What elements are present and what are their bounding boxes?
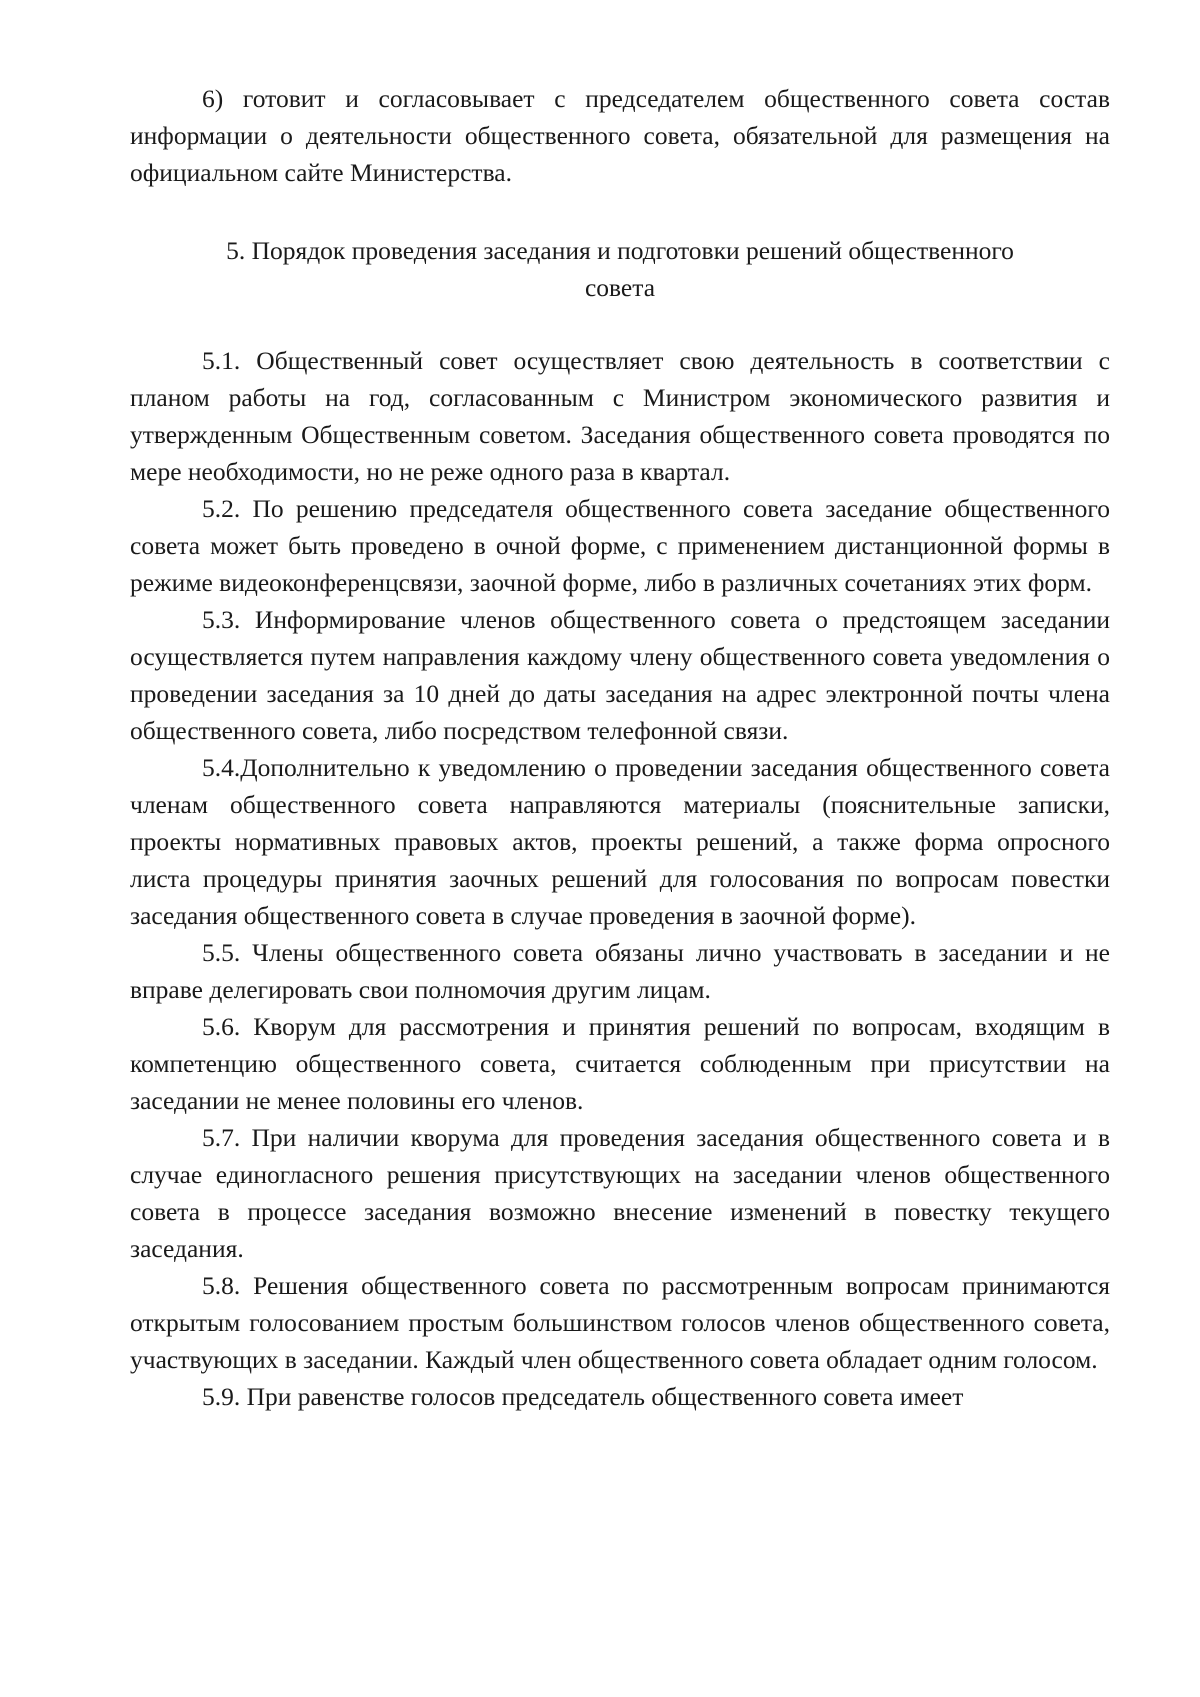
paragraph-5-9: 5.9. При равенстве голосов председатель общественного совета имеет [202,1382,964,1411]
section-heading [130,232,1110,306]
paragraph-5-6: 5.6. Кворум для рассмотрения и принятия решений по вопросам, входящим в компетенцию общественного совета, считается соблюденным при присутствии на заседании не менее половины его членов. [130,1012,1110,1115]
section-heading-text: 5. Порядок проведения заседания и подготовки решений общественного совета [226,236,1014,302]
paragraph-5-7: 5.7. При наличии кворума для проведения заседания общественного совета и в случае единогласного решения присутствующих на заседании членов общественного совета в процессе заседания возможно внесение изменений в повестку текущего заседания. [130,1123,1110,1263]
paragraph-5-2: 5.2. По решению председателя общественного совета заседание общественного совета может быть проведено в очной форме, с применением дистанционной формы в режиме видеоконференцсвязи, заочной форме, либо в различных сочетаниях этих форм. [130,494,1110,597]
paragraph-5-3: 5.3. Информирование членов общественного совета о предстоящем заседании осуществляется путем направления каждому члену общественного совета уведомления о проведении заседания за 10 дней до даты заседания на адрес электронной почты члена общественного совета, либо посредством телефонной связи. [130,605,1110,745]
paragraph-5-4: 5.4.Дополнительно к уведомлению о проведении заседания общественного совета членам общественного совета направляются материалы (пояснительные записки, проекты нормативных правовых актов, проекты решений, а также форма опросного листа процедуры принятия заочных решений для голосования по вопросам повестки заседания общественного совета в случае проведения в заочной форме). [130,753,1110,930]
paragraph-5-5: 5.5. Члены общественного совета обязаны лично участвовать в заседании и не вправе делегировать свои полномочия другим лицам. [130,938,1110,1004]
paragraph-5-1: 5.1. Общественный совет осуществляет свою деятельность в соответствии с планом работы на год, согласованным с Министром экономического развития и утвержденным Общественным советом. Заседания общественного совета проводятся по мере необходимости, но не реже одного раза в квартал. [130,346,1110,486]
intro-block [130,80,1110,191]
section-body [130,342,1110,1415]
paragraph-5-8: 5.8. Решения общественного совета по рассмотренным вопросам принимаются открытым голосованием простым большинством голосов членов общественного совета, участвующих в заседании. Каждый член общественного совета обладает одним голосом. [130,1271,1110,1374]
paragraph-6: 6) готовит и согласовывает с председателем общественного совета состав информации о деятельности общественного совета, обязательной для размещения на официальном сайте Министерства. [130,84,1110,187]
